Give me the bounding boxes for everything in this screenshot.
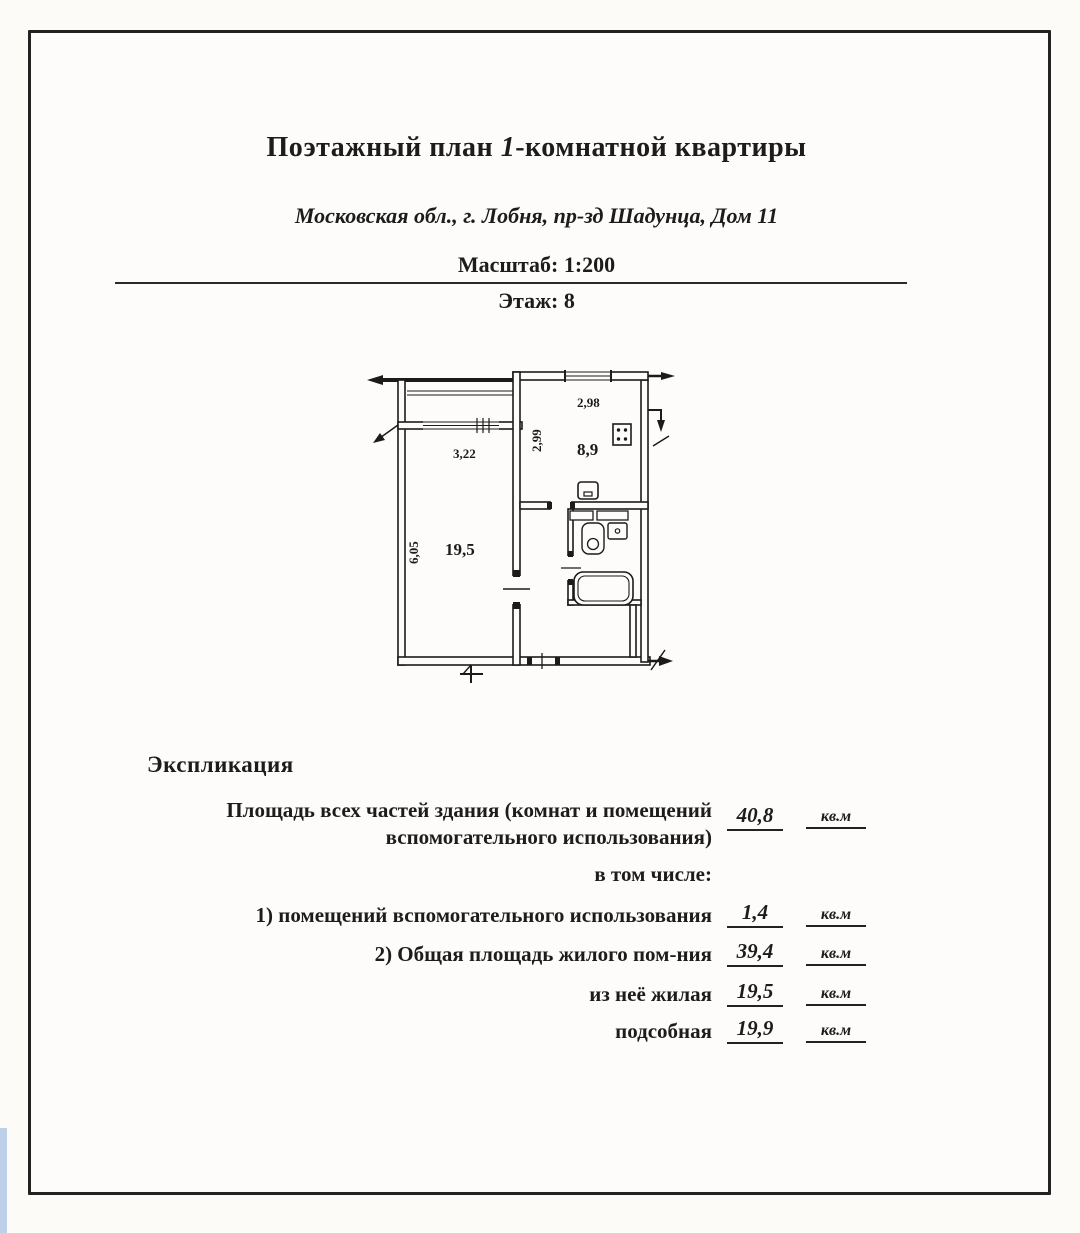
explication-row-value: 19,9	[727, 1016, 783, 1044]
explication-row-unit: кв.м	[806, 906, 866, 927]
living-room-window-wall	[373, 418, 522, 443]
floorplan-drawing	[355, 352, 705, 702]
explication-row-label: Площадь всех частей здания (комнат и помещений вспомогательного использования)	[226, 798, 712, 849]
washbasin-icon	[582, 523, 604, 554]
stove-icon	[613, 424, 631, 445]
explication-row-value: 1,4	[727, 900, 783, 928]
wall-continuation-arrow-top-right	[648, 372, 675, 446]
explication-row-label: подсобная	[615, 1019, 712, 1043]
explication-row-unit: кв.м	[806, 1022, 866, 1043]
explication-row-value: 19,5	[727, 979, 783, 1007]
living-room-area-label: 19,5	[445, 540, 475, 559]
explication-heading: Экспликация	[147, 752, 294, 777]
explication-row-value: 40,8	[727, 803, 783, 831]
page-title	[28, 132, 1045, 164]
kitchen-top-wall	[513, 370, 648, 382]
page-title-number: 1	[500, 132, 516, 163]
living-room-partition-wall	[503, 372, 530, 665]
explication-row-unit: кв.м	[806, 985, 866, 1006]
balcony-outer-wall	[367, 375, 513, 395]
bathroom-counter	[570, 511, 628, 520]
explication-row-value: 39,4	[727, 939, 783, 967]
kitchen-width-dimension: 2,98	[577, 395, 600, 410]
explication-row-unit: кв.м	[806, 945, 866, 966]
explication-row-label: в том числе:	[594, 862, 712, 886]
floor-label: Этаж: 8	[498, 288, 575, 313]
explication-row-unit: кв.м	[806, 808, 866, 829]
kitchen-sink-icon	[578, 482, 598, 499]
balcony-window-dimension: 3,22	[453, 446, 476, 461]
explication-row-label: из неё жилая	[589, 982, 712, 1006]
explication-row-label: 1) помещений вспомогательного использования	[255, 903, 712, 927]
page-title-suffix: -комнатной квартиры	[515, 132, 807, 163]
explication-row-label: 2) Общая площадь жилого пом-ния	[374, 942, 712, 966]
scan-edge-artifact	[0, 1128, 7, 1233]
wall-continuation-arrow-bottom-right	[648, 650, 673, 670]
wall-continuation-arrow-left	[367, 375, 383, 385]
address-line: Московская обл., г. Лобня, пр-зд Шадунца, Дом 11	[294, 203, 779, 228]
bathtub-icon	[574, 572, 633, 605]
scale-label: Масштаб: 1:200	[457, 252, 616, 277]
toilet-icon	[608, 523, 627, 539]
right-outer-wall	[641, 380, 648, 662]
bottom-outer-wall	[398, 657, 650, 665]
living-room-depth-dimension: 6,05	[406, 541, 421, 564]
horizontal-divider	[115, 282, 907, 284]
page-title-prefix: Поэтажный план	[266, 132, 501, 163]
kitchen-area-label: 8,9	[577, 440, 599, 459]
kitchen-depth-dimension: 2,99	[529, 429, 544, 452]
